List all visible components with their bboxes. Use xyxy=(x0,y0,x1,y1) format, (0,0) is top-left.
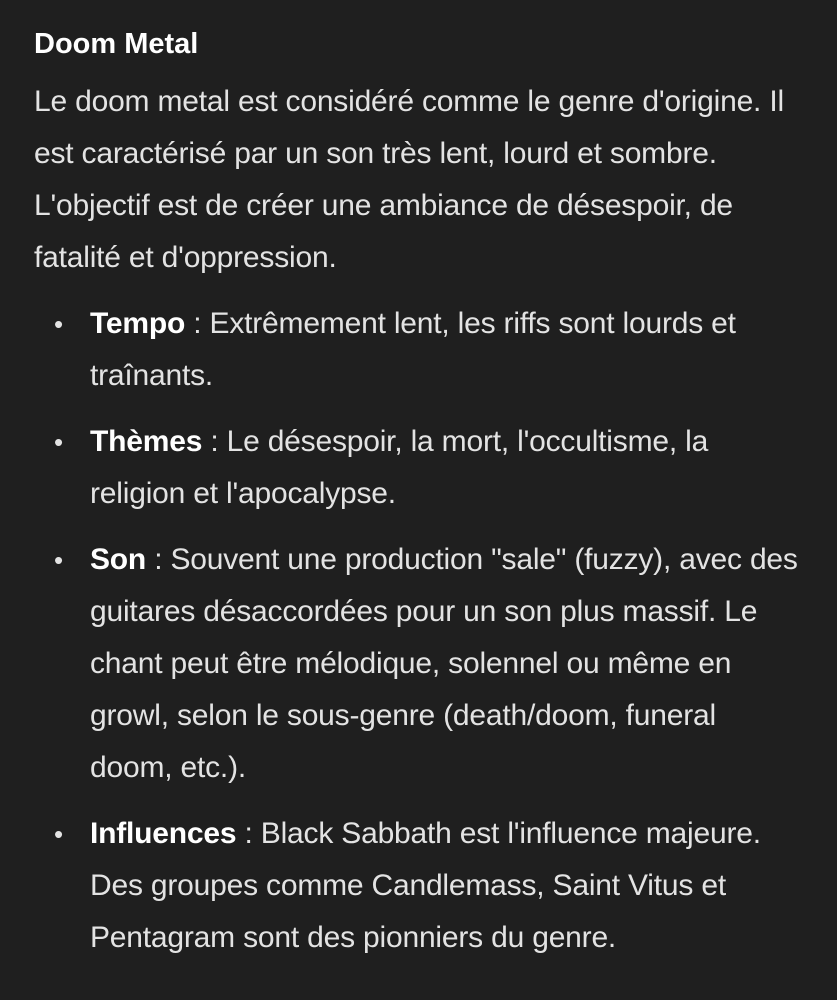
bullet-term: Tempo xyxy=(90,307,186,340)
bullet-icon: • xyxy=(54,309,63,339)
bullet-term: Thèmes xyxy=(90,425,203,458)
list-item-son xyxy=(34,534,803,794)
bullet-icon: • xyxy=(54,819,63,849)
list-item-themes xyxy=(34,416,803,520)
bullet-list xyxy=(34,298,803,964)
bullet-icon: • xyxy=(54,427,63,457)
intro-paragraph: Le doom metal est considéré comme le genre d'origine. Il est caractérisé par un son très lent, lourd et sombre. L'objectif est de créer une ambiance de désespoir, de fatalité et d'oppression. xyxy=(34,85,784,274)
bullet-icon: • xyxy=(54,545,63,575)
list-item-tempo xyxy=(34,298,803,402)
section-heading: Doom Metal xyxy=(34,28,199,60)
bullet-text: : Black Sabbath est l'influence majeure. Des groupes comme Candlemass, Saint Vitus et Pentagram sont des pionniers du genre. xyxy=(90,817,761,954)
bullet-text: : Le désespoir, la mort, l'occultisme, la religion et l'apocalypse. xyxy=(90,425,709,510)
bullet-text: : Souvent une production "sale" (fuzzy), avec des guitares désaccordées pour un son plus massif. Le chant peut être mélodique, solennel ou même en growl, selon le sous-genre (death/doom, funeral doom, etc.). xyxy=(90,543,798,784)
bullet-text: : Extrêmement lent, les riffs sont lourds et traînants. xyxy=(90,307,736,392)
bullet-term: Influences xyxy=(90,817,237,850)
list-item-influences xyxy=(34,808,803,964)
bullet-term: Son xyxy=(90,543,147,576)
